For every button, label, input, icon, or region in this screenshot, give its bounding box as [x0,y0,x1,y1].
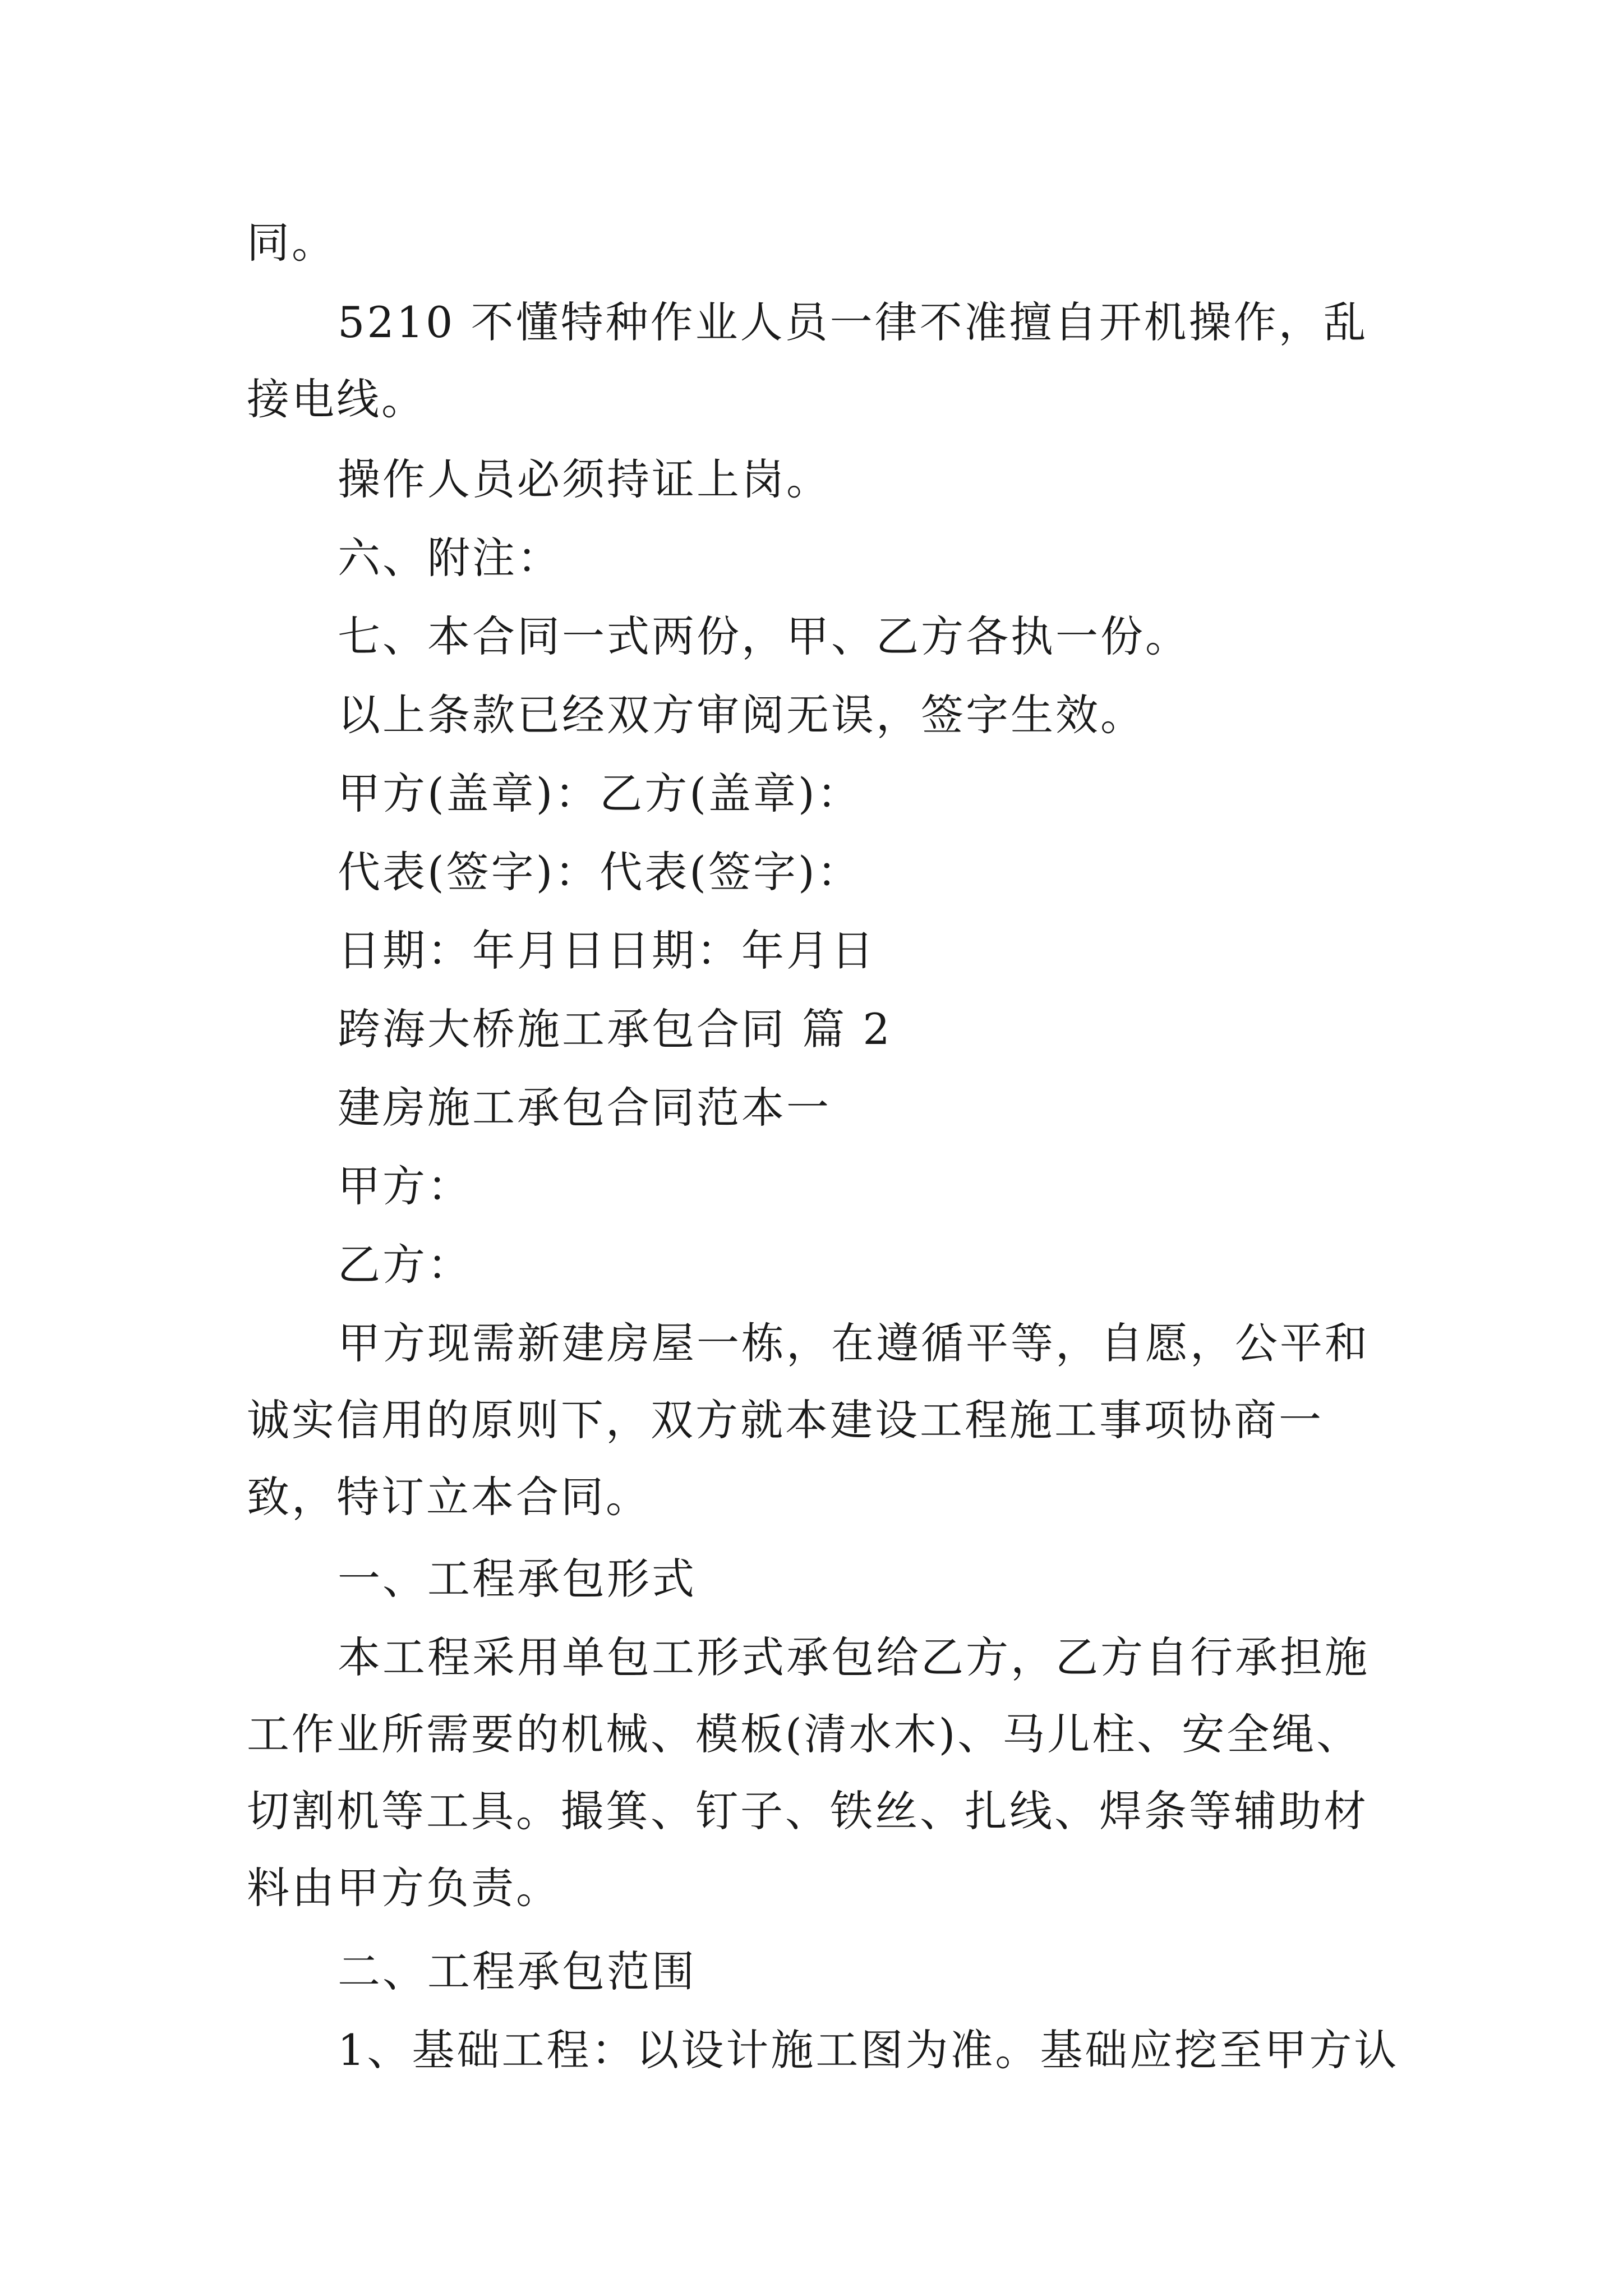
paragraph-continuation: 同。 [247,218,336,268]
party-b-label: 乙方： [338,1240,472,1290]
signature-line-representative: 代表(签字)：代表(签字)： [338,847,862,897]
document-section-title: 跨海大桥施工承包合同 篇 2 [338,1004,892,1054]
paragraph-preamble: 甲方现需新建房屋一栋，在遵循平等，自愿，公平和诚实信用的原则下，双方就本建设工程施工事项协商一致，特订立本合同。 [247,1318,1370,1522]
signature-line-date: 日期：年月日日期：年月日 [338,926,876,976]
contract-title: 建房施工承包合同范本一 [338,1083,831,1133]
section-heading-contract-scope: 二、工程承包范围 [338,1947,697,1996]
paragraph-electrical-rule: 5210 不懂特种作业人员一律不准擅自开机操作，乱接电线。 [247,297,1368,424]
paragraph-contract-form: 本工程采用单包工形式承包给乙方，乙方自行承担施工作业所需要的机械、模板(清水木)、马儿柱、安全绳、切割机等工具。撮箕、钉子、铁丝、扎线、焊条等辅助材料由甲方负责。 [247,1632,1370,1913]
paragraph-certification-rule: 操作人员必须持证上岗。 [338,454,831,504]
paragraph-effective: 以上条款已经双方审阅无误，签字生效。 [338,690,1145,740]
paragraph-copies: 七、本合同一式两份，甲、乙方各执一份。 [338,611,1190,661]
section-heading-notes: 六、附注： [338,533,562,583]
paragraph-foundation: 1、基础工程：以设计施工图为准。基础应挖至甲方认 [338,2025,1399,2075]
party-a-label: 甲方： [338,1161,472,1211]
section-heading-contract-form: 一、工程承包形式 [338,1554,697,1604]
signature-line-seal: 甲方(盖章)：乙方(盖章)： [338,769,862,818]
